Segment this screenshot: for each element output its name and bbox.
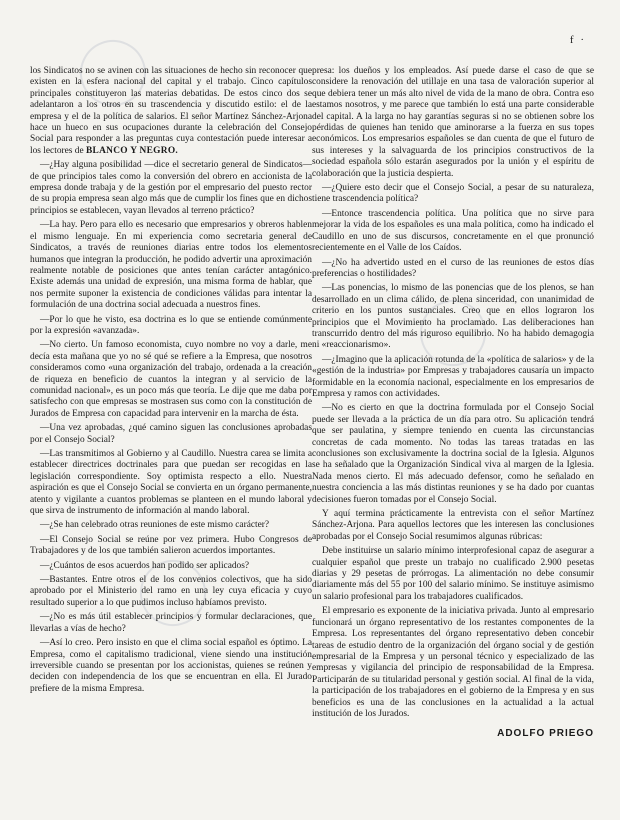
paragraph: —Bastantes. Entre otros el de los convenios colectivos, que ha sido aprobado por el Ministerio del ramo en una ley cuya eficacia y cuyo resultado superior a lo que pudimos incluso habíamos previsto. <box>30 575 312 608</box>
right-column <box>312 66 594 806</box>
page-marker: f · <box>569 34 586 46</box>
left-column <box>30 66 312 806</box>
paragraph: —La hay. Pero para ello es necesario que empresarios y obreros hablen el mismo lenguaje. En mi experiencia como secretaria general de Sindicatos, a través de reuniones diarias entre todos los elementos humanos que integran la producción, he podido advertir una aproximación realmente notable de posiciones que antes tenían carácter antagónico. Existe además una unidad de expresión, una misma forma de hablar, que nos permite suponer la existencia de condiciones válidas para intentar la formulación de una doctrina social adecuada a nuestros fines. <box>30 220 312 311</box>
paragraph: —¿No ha advertido usted en el curso de las reuniones de estos días preferencias o hostilidades? <box>312 257 594 279</box>
paragraph: —No cierto. Un famoso economista, cuyo nombre no voy a darle, me decía esta mañana que yo no sé qué se refiere a la Empresa, que nosotros consideramos como «una organización del trabajo, ordenada a la creación de riqueza en beneficio de cuantos la integran y al servicio de la comunidad nacional», es un poco más que teoría. Le dije que me daba por satisfecho con que empresas se mostrasen sus como con la constitución de Jurados de Empresa con capacidad para intervenir en la marcha de ésta. <box>30 340 312 419</box>
paragraph: —Las transmitimos al Gobierno y al Caudillo. Nuestra carea se limita a establecer directrices doctrinales para que puedan ser recogidas en la legislación correspondiente. Soy optimista respecto a ello. Nuestra aspiración es que el Consejo Social se convierta en un órgano permanente, atento y vigilante a cuantos problemas se planteen en el mundo laboral y que sirva de instrumento de información al mando laboral. <box>30 449 312 517</box>
paragraph: Debe instituirse un salario mínimo interprofesional capaz de asegurar a cualquier español que preste un trabajo no cualificado 2.900 pesetas diarias y 29 pesetas de prórrogas. La alimentación no debe consumir diariamente más del 55 por 100 del salario mínimo. Se instituye asimismo un salario profesional para los trabajadores cualificados. <box>312 546 594 602</box>
paragraph: —Las ponencias, lo mismo de las ponencias que de los plenos, se han desarrollado en un clima cálido, de plena sinceridad, con unanimidad de criterio en los puntos sustanciales. Creo que en ellos lograron los principios que el Movimiento ha proclamado. Las deliberaciones han transcurrido dentro del más riguroso equilibrio. No ha habido demagogia ni «reaccionarismo». <box>312 283 594 351</box>
paragraph: Y aquí termina prácticamente la entrevista con el señor Martínez Sánchez-Arjona. Para aquellos lectores que les interesen las conclusiones aprobadas por el Consejo Social resumimos algunas rúbricas: <box>312 509 594 542</box>
paragraph: —Así lo creo. Pero insisto en que el clima social español es óptimo. La Empresa, como el capitalismo tradicional, viene siendo una institución irreversible cuando se presentan por los accionistas, quienes se reúnen y deciden con independencia de los que se encuentran en ella. El Jurado prefiere de la misma Empresa. <box>30 638 312 694</box>
paragraph-text: los Sindicatos no se avinen con las situaciones de hecho sin reconocer que existen en la esfera nacional del capital y el trabajo. Cinco capítulos principales constituyeron las materias debatidas. De estos cinco dos se adelantaron a los otros en su trascendencia y discutido estilo: el de la empresa y el de la política de salarios. El señor Martínez Sánchez-Arjona hace un hueco en sus ocupaciones durante la celebración del Consejo Social para responder a las preguntas cuya contestación puede interesar a los lectores de <box>30 66 312 156</box>
publication-name: BLANCO Y NEGRO. <box>85 145 179 156</box>
paragraph: —¿Quiere esto decir que el Consejo Social, a pesar de su naturaleza, tiene trascendencia política? <box>312 183 594 205</box>
author-signature: ADOLFO PRIEGO <box>497 728 594 740</box>
paragraph: —¿No es más útil establecer principios y formular declaraciones, que llevarlas a vías de hecho? <box>30 612 312 634</box>
paragraph: —¿Hay alguna posibilidad —dice el secretario general de Sindicatos— de que principios tales como la conversión del obrero en accionista de la empresa donde trabaja y de la gestión por el empresario del puesto rector de su propia empresa sean algo más que de cumplir los fines que en dichos principios se establecen, vayan llevados al terreno práctico? <box>30 160 312 216</box>
paragraph: —¿Imagino que la aplicación rotunda de la «política de salarios» y de la «gestión de la industria» por Empresas y trabajadores causaría un impacto formidable en la economía nacional, especialmente en los empresarios de Empresa y ramos con actividades. <box>312 354 594 399</box>
paragraph: —Una vez aprobadas, ¿qué camino siguen las conclusiones aprobadas por el Consejo Social? <box>30 423 312 445</box>
paragraph: —No es cierto en que la doctrina formulada por el Consejo Social puede ser llevada a la práctica de un día para otro. Su aplicación tendrá que ser paulatina, y siempre teniendo en cuenta las circunstancias concretas de cada momento. No todas las tareas tratadas en las conclusiones son exclusivamente la doctrina social de la Iglesia. Algunos se ha señalado que la Organización Sindical viva al margen de la Iglesia. Nada menos cierto. El más adecuado defensor, como he señalado en nuestra conciencia a las más distintas reuniones y se ha dado por cuantas decisiones fueron tomadas por el Consejo Social. <box>312 403 594 505</box>
paragraph: presa: los dueños y los empleados. Así puede darse el caso de que se considere la renovación del utillaje en una tasa de valoración superior al que debiera tener un más alto nivel de vida de la mano de obra. Contra eso estamos nosotros, y me parece que también lo está una parte considerable del capital. A la larga no hay garantías seguras si no se obtienen sobre los pérdidas de quienes han tenido que aminorarse a la fuerza en sus topes económicos. Los empresarios españoles se dan cuenta de que el futuro de sus intereses y la salvaguarda de los principios constructivos de la sociedad española sólo estarán asegurados por la unión y el espíritu de colaboración que la justicia despierta. <box>312 66 594 179</box>
paragraph: —Entonce trascendencia política. Una política que no sirve para mejorar la vida de los españoles es una mala política, como ha indicado el Caudillo en uno de sus discursos, concretamente en el que pronunció recientemente en el Valle de los Caídos. <box>312 208 594 254</box>
paragraph: —¿Se han celebrado otras reuniones de este mismo carácter? <box>40 520 270 531</box>
paragraph: —Por lo que he visto, esa doctrina es lo que se entiende comúnmente por la expresión «avanzada». <box>30 314 312 336</box>
paragraph: —¿Cuántos de esos acuerdos han podido ser aplicados? <box>40 560 250 571</box>
paragraph: El empresario es exponente de la iniciativa privada. Junto al empresario funcionará un órgano representativo de los restantes componentes de la Empresa. Los representantes del órgano representativo deben concebir tareas de estudio dentro de la organización del órgano social y de gestión empresarial de la Empresa y un personal técnico y especializado de las empresas y vigilancia del principio de responsabilidad de la Empresa. Participarán de su titularidad personal y gestión social. Al final de la vida, la participación de los trabajadores en el gobierno de la Empresa y en sus beneficios es una de las conclusiones en la actualidad a la actual institución de los Jurados. <box>312 606 594 719</box>
paragraph: —El Consejo Social se reúne por vez primera. Hubo Congresos de Trabajadores y de los que también salieron acuerdos importantes. <box>30 534 312 557</box>
paragraph <box>30 66 312 157</box>
